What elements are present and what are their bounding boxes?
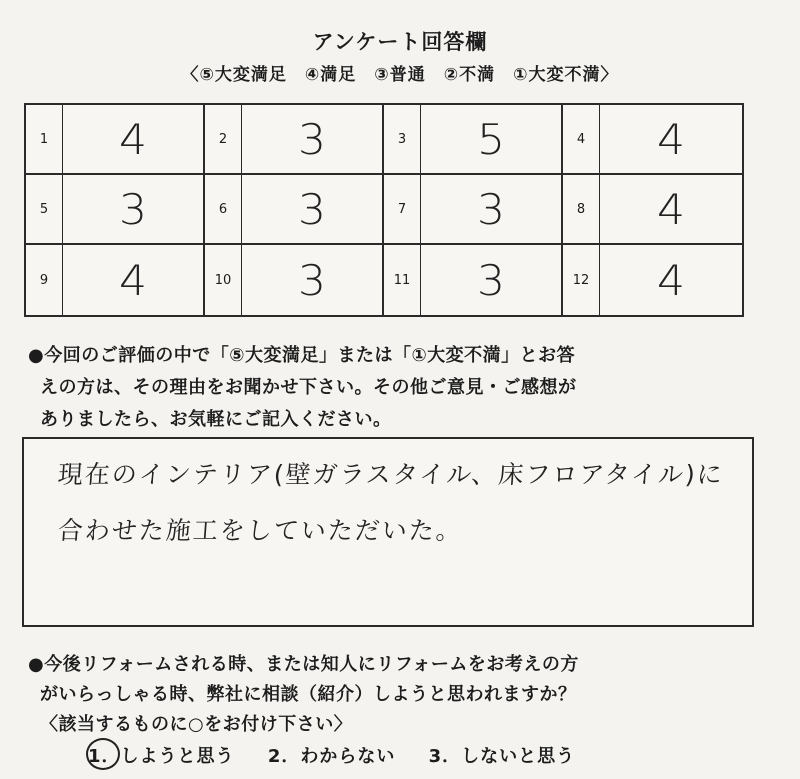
question-2-line: がいらっしゃる時、弊社に相談（紹介）しようと思われますか？ bbox=[40, 684, 577, 705]
rating-cell bbox=[26, 175, 205, 245]
rating-cell bbox=[384, 105, 563, 175]
rating-value[interactable]: 3 bbox=[476, 184, 506, 234]
rating-value[interactable]: 3 bbox=[297, 255, 327, 305]
comment-line: 合わせた施工をしていただいた。 bbox=[56, 516, 464, 545]
rating-value[interactable]: 3 bbox=[476, 255, 506, 305]
question-number: 6 bbox=[205, 175, 242, 243]
question-number: 11 bbox=[384, 245, 421, 315]
comment-box[interactable] bbox=[22, 437, 754, 627]
question-1 bbox=[28, 340, 788, 436]
question-1-line: ありましたら、お気軽にご記入ください。 bbox=[40, 409, 392, 430]
question-2-line: ●今後リフォームされる時、または知人にリフォームをお考えの方 bbox=[28, 654, 579, 675]
rating-value[interactable]: 5 bbox=[476, 114, 506, 164]
rating-cell bbox=[205, 175, 384, 245]
rating-legend: 〈⑤大変満足 ④満足 ③普通 ②不満 ①大変不満〉 bbox=[181, 65, 619, 85]
rating-grid bbox=[24, 103, 744, 317]
comment-line: 現在のインテリア(壁ガラスタイル、床フロアタイル)に bbox=[56, 460, 725, 489]
question-1-line: ●今回のご評価の中で「⑤大変満足」または「①大変不満」とお答 bbox=[28, 345, 576, 366]
question-number: 2 bbox=[205, 105, 242, 173]
question-2 bbox=[28, 650, 798, 740]
option-3[interactable]: 3．しないと思う bbox=[428, 746, 576, 767]
question-number: 4 bbox=[563, 105, 600, 173]
rating-cell bbox=[563, 105, 742, 175]
survey-title: アンケート回答欄 bbox=[312, 30, 488, 54]
rating-cell bbox=[563, 245, 742, 315]
question-number: 5 bbox=[26, 175, 63, 243]
rating-value[interactable]: 3 bbox=[297, 184, 327, 234]
rating-value[interactable]: 3 bbox=[297, 114, 327, 164]
rating-value[interactable]: 4 bbox=[656, 184, 686, 234]
rating-value[interactable]: 4 bbox=[118, 255, 148, 305]
rating-cell bbox=[26, 105, 205, 175]
rating-cell bbox=[26, 245, 205, 315]
rating-value[interactable]: 4 bbox=[656, 255, 686, 305]
question-number: 8 bbox=[563, 175, 600, 243]
question-number: 9 bbox=[26, 245, 63, 315]
rating-cell bbox=[205, 105, 384, 175]
question-number: 7 bbox=[384, 175, 421, 243]
question-number: 12 bbox=[563, 245, 600, 315]
rating-cell bbox=[384, 175, 563, 245]
option-list bbox=[88, 742, 601, 768]
option-1[interactable]: 1．しようと思う bbox=[88, 746, 235, 767]
question-number: 10 bbox=[205, 245, 242, 315]
option-2[interactable]: 2．わからない bbox=[267, 746, 396, 767]
rating-cell bbox=[563, 175, 742, 245]
question-number: 3 bbox=[384, 105, 421, 173]
rating-value[interactable]: 3 bbox=[118, 184, 148, 234]
rating-cell bbox=[384, 245, 563, 315]
rating-value[interactable]: 4 bbox=[656, 114, 686, 164]
rating-value[interactable]: 4 bbox=[118, 114, 148, 164]
question-2-line: 〈該当するものに○をお付け下さい〉 bbox=[40, 714, 353, 735]
question-number: 1 bbox=[26, 105, 63, 173]
rating-cell bbox=[205, 245, 384, 315]
question-1-line: えの方は、その理由をお聞かせ下さい。その他ご意見・ご感想が bbox=[40, 377, 577, 398]
